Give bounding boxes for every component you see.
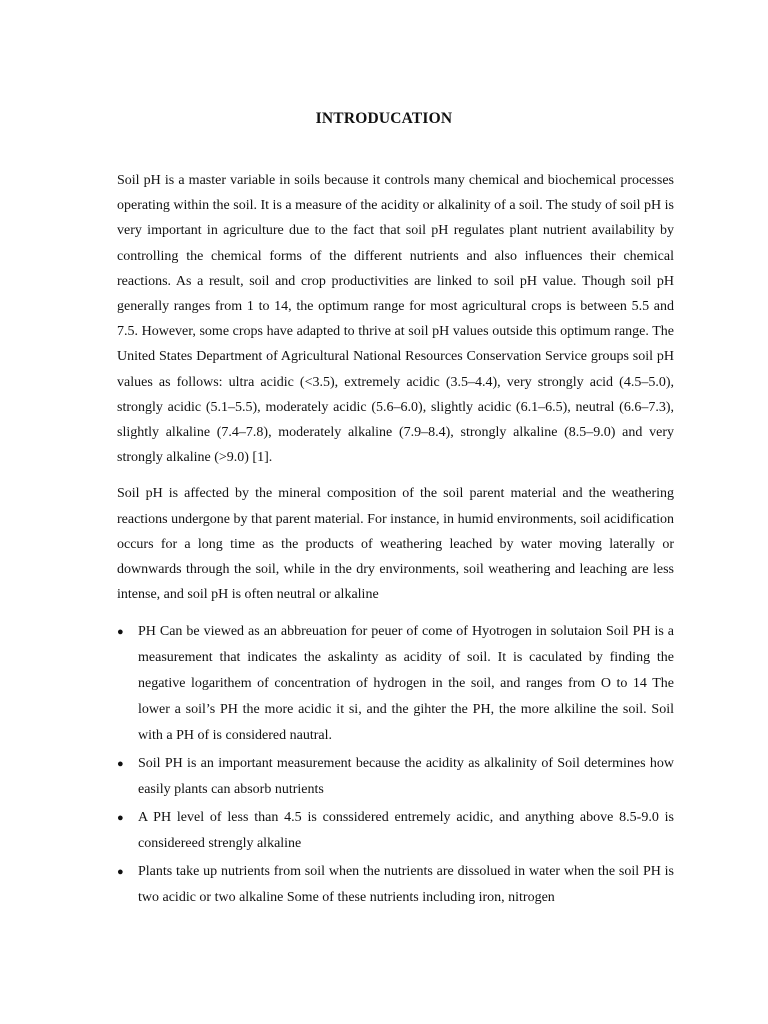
bullet-item <box>117 751 674 803</box>
bullet-list <box>117 619 674 911</box>
bullet-text: Soil PH is an important measurement because the acidity as alkalinity of Soil determines how easily plants can absorb nutrients <box>138 756 674 798</box>
bullet-item <box>117 859 674 911</box>
bullet-text: A PH level of less than 4.5 is conssidered entremely acidic, and anything above 8.5-9.0 is considereed strengly alkaline <box>138 810 674 852</box>
bullet-item <box>117 619 674 749</box>
bullet-text: PH Can be viewed as an abbreuation for peuer of come of Hyotrogen in solutaion Soil PH is a measurement that indicates the askalinty as acidity of soil. It is caculated by finding the negative logarithem of concentration of hydrogen in the soil, and ranges from O to 14 The lower a soil’s PH the more acidic it si, and the gihter the PH, the more alkiline the soil. Soil with a PH of is considered nautral. <box>138 624 674 744</box>
bullet-dot-icon: ● <box>117 758 124 771</box>
bullet-item <box>117 805 674 857</box>
document-body <box>117 168 674 913</box>
bullet-dot-icon: ● <box>117 812 124 825</box>
paragraph-soil-ph-overview: Soil pH is a master variable in soils because it controls many chemical and biochemical processes operating within the soil. It is a measure of the acidity or alkalinity of a soil. The study of soil pH is very important in agriculture due to the fact that soil pH regulates plant nutrient availability by controlling the chemical forms of the different nutrients and also influences their chemical reactions. As a result, soil and crop productivities are linked to soil pH value. Though soil pH generally ranges from 1 to 14, the optimum range for most agricultural crops is between 5.5 and 7.5. However, some crops have adapted to thrive at soil pH values outside this optimum range. The United States Department of Agricultural National Resources Conservation Service groups soil pH values as follows: ultra acidic (<3.5), extremely acidic (3.5–4.4), very strongly acid (4.5–5.0), strongly acidic (5.1–5.5), moderately acidic (5.6–6.0), slightly acidic (6.1–6.5), neutral (6.6–7.3), slightly alkaline (7.4–7.8), moderately alkaline (7.9–8.4), strongly alkaline (8.5–9.0) and very strongly alkaline (>9.0) [1]. <box>117 173 674 466</box>
bullet-dot-icon: ● <box>117 866 124 879</box>
page-title: INTRODUCATION <box>315 110 453 127</box>
bullet-text: Plants take up nutrients from soil when the nutrients are dissolued in water when the soil PH is two acidic or two alkaline Some of these nutrients including iron, nitrogen <box>138 864 674 906</box>
paragraph-soil-ph-factors: Soil pH is affected by the mineral composition of the soil parent material and the weathering reactions undergone by that parent material. For instance, in humid environments, soil acidification occurs for a long time as the products of weathering leached by water moving laterally or downwards through the soil, while in the dry environments, soil weathering and leaching are less intense, and soil pH is often neutral or alkaline <box>117 486 674 603</box>
bullet-dot-icon: ● <box>117 626 124 639</box>
